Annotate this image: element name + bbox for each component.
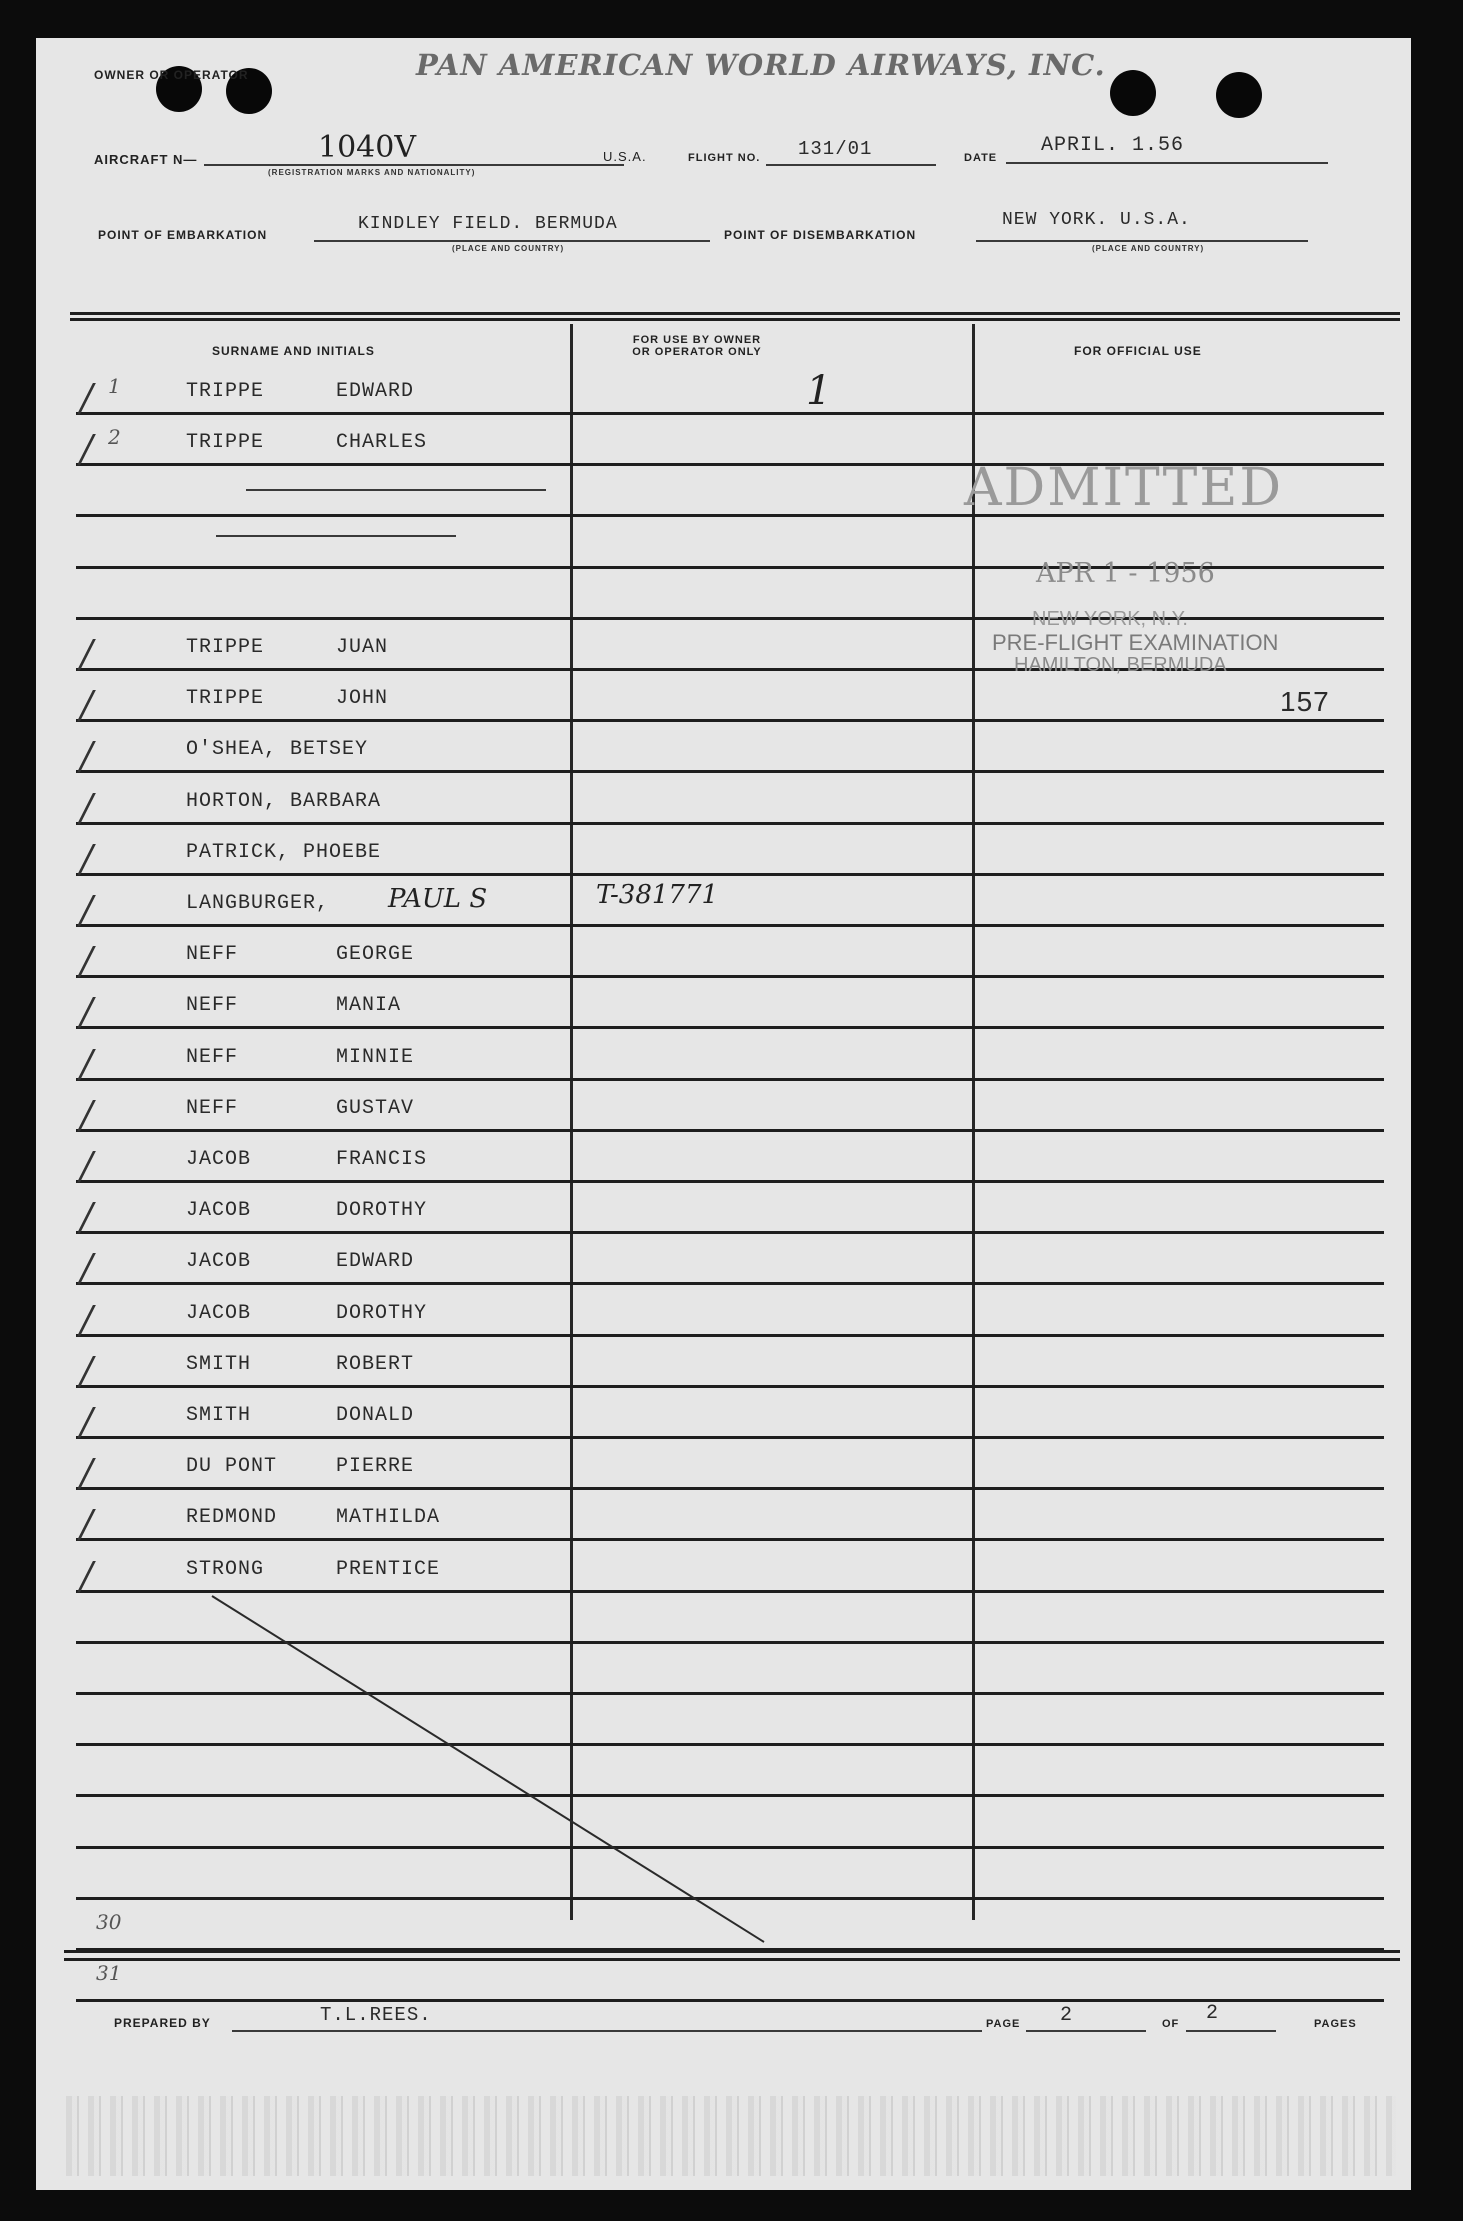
prepared-value: T.L.REES. [320,2004,432,2026]
of-label: OF [1162,2018,1180,2030]
col-header-official-use: FOR OFFICIAL USE [1074,344,1202,358]
embark-label: POINT OF EMBARKATION [98,228,268,242]
passenger-surname: LANGBURGER, [186,892,330,915]
passenger-surname: TRIPPE [186,380,265,403]
passenger-given-name: DOROTHY [336,1302,428,1325]
passenger-surname: REDMOND [186,1506,278,1529]
check-mark: / [80,1246,93,1290]
manifest-sheet [36,38,1411,2190]
of-value: 2 [1206,2002,1220,2025]
row-number: 2 [108,425,121,449]
row-number: 1 [108,374,121,398]
flight-label: FLIGHT NO. [688,152,761,164]
check-mark: / [80,1093,93,1137]
aircraft-label: AIRCRAFT N— [94,152,198,167]
owner-label: OWNER OR OPERATOR [94,68,249,82]
passenger-surname: TRIPPE [186,431,265,454]
passenger-surname: JACOB [186,1250,252,1273]
passenger-given-name: EDWARD [336,380,415,403]
check-mark: / [80,837,93,881]
stamp-place: HAMILTON, BERMUDA [1014,654,1227,676]
check-mark: / [80,1042,93,1086]
prepared-label: PREPARED BY [114,2016,211,2030]
smudge-strip [66,2096,1396,2176]
registration-caption: (REGISTRATION MARKS AND NATIONALITY) [268,168,476,177]
check-mark: / [80,1502,93,1546]
check-mark: / [80,1554,93,1598]
check-mark: / [80,1195,93,1239]
check-mark: / [80,683,93,727]
page-label: PAGE [986,2018,1021,2030]
disembark-value: NEW YORK. U.S.A. [1002,210,1191,230]
embark-caption: (PLACE AND COUNTRY) [452,244,565,253]
check-mark: / [80,939,93,983]
check-mark: / [80,632,93,676]
disembark-label: POINT OF DISEMBARKATION [724,228,917,242]
pages-label: PAGES [1314,2018,1357,2030]
col-header-surname: SURNAME AND INITIALS [212,344,375,358]
strike-line [36,38,1411,2190]
passenger-given-name: EDWARD [336,1250,415,1273]
passenger-surname: O'SHEA, BETSEY [186,738,369,761]
passenger-surname: JACOB [186,1199,252,1222]
usa-label: U.S.A. [603,149,647,164]
check-mark: / [80,1298,93,1342]
passenger-surname: SMITH [186,1353,252,1376]
airline-name: PAN AMERICAN WORLD AIRWAYS, INC. [416,48,1106,82]
passenger-given-name: GEORGE [336,943,415,966]
passenger-given-name: JOHN [336,687,389,710]
check-mark: / [80,888,93,932]
check-mark: / [80,734,93,778]
check-mark: / [80,990,93,1034]
passenger-given-name: DOROTHY [336,1199,428,1222]
passenger-surname: TRIPPE [186,636,265,659]
passenger-given-name: PIERRE [336,1455,415,1478]
owner-note: 1 [806,368,832,414]
passenger-surname: NEFF [186,1046,239,1069]
passenger-surname: STRONG [186,1558,265,1581]
row-number: 30 [96,1910,122,1934]
col-header-owner-use: FOR USE BY OWNER OR OPERATOR ONLY [632,334,762,358]
passenger-given-name: MATHILDA [336,1506,441,1529]
page-underline [1026,2030,1146,2032]
check-mark: / [80,1400,93,1444]
check-mark: / [80,427,93,471]
passenger-given-name: PRENTICE [336,1558,441,1581]
passenger-surname: JACOB [186,1302,252,1325]
passenger-surname: DU PONT [186,1455,278,1478]
stamp-date: APR 1 - 1956 [1036,558,1215,589]
stamp-number: 157 [1280,686,1330,717]
stamp-city: NEW YORK, N.Y. [1032,608,1188,630]
passenger-given-name: CHARLES [336,431,428,454]
date-value: APRIL. 1.56 [1041,134,1185,157]
row-number: 31 [96,1961,122,1985]
handwritten-name: PAUL S [388,884,488,914]
date-label: DATE [964,152,998,164]
passenger-surname: JACOB [186,1148,252,1171]
stamp-exam: PRE-FLIGHT EXAMINATION [992,630,1279,655]
passenger-given-name: GUSTAV [336,1097,415,1120]
passenger-given-name: ROBERT [336,1353,415,1376]
passenger-surname: NEFF [186,1097,239,1120]
prepared-underline [232,2030,982,2032]
check-mark: / [80,1451,93,1495]
disembark-caption: (PLACE AND COUNTRY) [1092,244,1205,253]
aircraft-value: 1040V [318,130,417,165]
check-mark: / [80,1349,93,1393]
passenger-given-name: MINNIE [336,1046,415,1069]
of-underline [1186,2030,1276,2032]
passenger-given-name: FRANCIS [336,1148,428,1171]
owner-note: T-381771 [596,880,719,910]
passenger-given-name: DONALD [336,1404,415,1427]
check-mark: / [80,376,93,420]
page-value: 2 [1060,2004,1074,2027]
passenger-surname: PATRICK, PHOEBE [186,841,382,864]
passenger-given-name: JUAN [336,636,389,659]
passenger-surname: TRIPPE [186,687,265,710]
passenger-surname: SMITH [186,1404,252,1427]
passenger-surname: NEFF [186,994,239,1017]
check-mark: / [80,786,93,830]
passenger-given-name: MANIA [336,994,402,1017]
flight-value: 131/01 [798,138,873,160]
stamp-title: ADMITTED [964,458,1284,518]
embark-value: KINDLEY FIELD. BERMUDA [358,214,618,234]
passenger-surname: HORTON, BARBARA [186,790,382,813]
check-mark: / [80,1144,93,1188]
passenger-surname: NEFF [186,943,239,966]
